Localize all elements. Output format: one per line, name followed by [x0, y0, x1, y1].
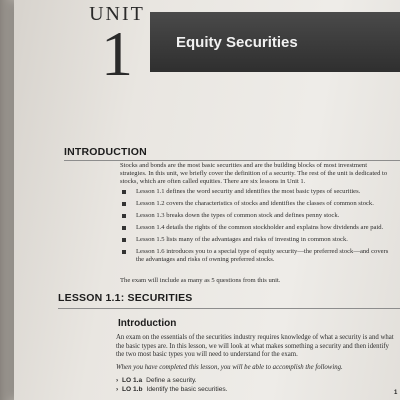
- lesson-heading: LESSON 1.1: SECURITIES: [58, 292, 193, 304]
- list-item: [122, 236, 392, 244]
- square-bullet-icon: [122, 202, 126, 206]
- objective-code: LO 1.b: [122, 386, 143, 393]
- list-item: [122, 248, 392, 264]
- list-item-text: Lesson 1.1 defines the word security and identifies the most basic types of securities.: [136, 188, 361, 195]
- heading-divider: [58, 308, 400, 309]
- chevron-right-icon: ›: [116, 377, 119, 384]
- lesson-list: [122, 188, 392, 268]
- unit-number: 1: [101, 18, 133, 89]
- square-bullet-icon: [122, 238, 126, 242]
- list-item-text: Lesson 1.3 breaks down the types of common stock and defines penny stock.: [136, 212, 340, 219]
- list-item: [122, 212, 392, 220]
- exam-note: The exam will include as many as 5 questions from this unit.: [120, 277, 281, 284]
- unit-title-bar: [150, 12, 400, 72]
- objective-text: Identify the basic securities.: [146, 386, 228, 393]
- learning-objective: [116, 377, 197, 385]
- heading-divider: [64, 160, 400, 161]
- learning-objective: [116, 386, 228, 394]
- unit-title: Equity Securities: [176, 34, 298, 51]
- list-item: [122, 224, 392, 232]
- outcomes-note: When you have completed this lesson, you will be able to accomplish the following.: [116, 364, 343, 371]
- square-bullet-icon: [122, 190, 126, 194]
- list-item: [122, 200, 392, 208]
- lesson-subheading: Introduction: [118, 318, 177, 329]
- objective-code: LO 1.a: [122, 377, 143, 384]
- square-bullet-icon: [122, 250, 126, 254]
- list-item-text: Lesson 1.6 introduces you to a special type of equity security—the preferred stock—and covers the advantages and risks of owning preferred stocks.: [136, 248, 389, 264]
- unit-label: [82, 3, 152, 89]
- list-item: [122, 188, 392, 196]
- book-gutter: [0, 0, 14, 400]
- chevron-right-icon: ›: [116, 386, 119, 393]
- list-item-text: Lesson 1.5 lists many of the advantages and risks of investing in common stock.: [136, 236, 348, 243]
- square-bullet-icon: [122, 214, 126, 218]
- list-item-text: Lesson 1.2 covers the characteristics of stocks and identifies the classes of common stock.: [136, 200, 374, 207]
- square-bullet-icon: [122, 226, 126, 230]
- unit-word: UNIT: [89, 3, 145, 25]
- introduction-heading: INTRODUCTION: [64, 146, 147, 158]
- lesson-paragraph: An exam on the essentials of the securities industry requires knowledge of what a security is and what the basic types are. In this lesson, we will look at what makes something a security and then identify the two most basic types you will need to understand for the exam.: [116, 334, 394, 359]
- introduction-paragraph: Stocks and bonds are the most basic securities and are the building blocks of most investment strategies. In this unit, we briefly cover the definition of a security. The rest of the unit is dedicated to stocks, which are often called equities. There are six lessons in Unit 1.: [120, 162, 388, 186]
- objective-text: Define a security.: [146, 377, 197, 384]
- page-number: 1: [394, 390, 398, 396]
- list-item-text: Lesson 1.4 details the rights of the common stockholder and explains how dividends are paid.: [136, 224, 384, 231]
